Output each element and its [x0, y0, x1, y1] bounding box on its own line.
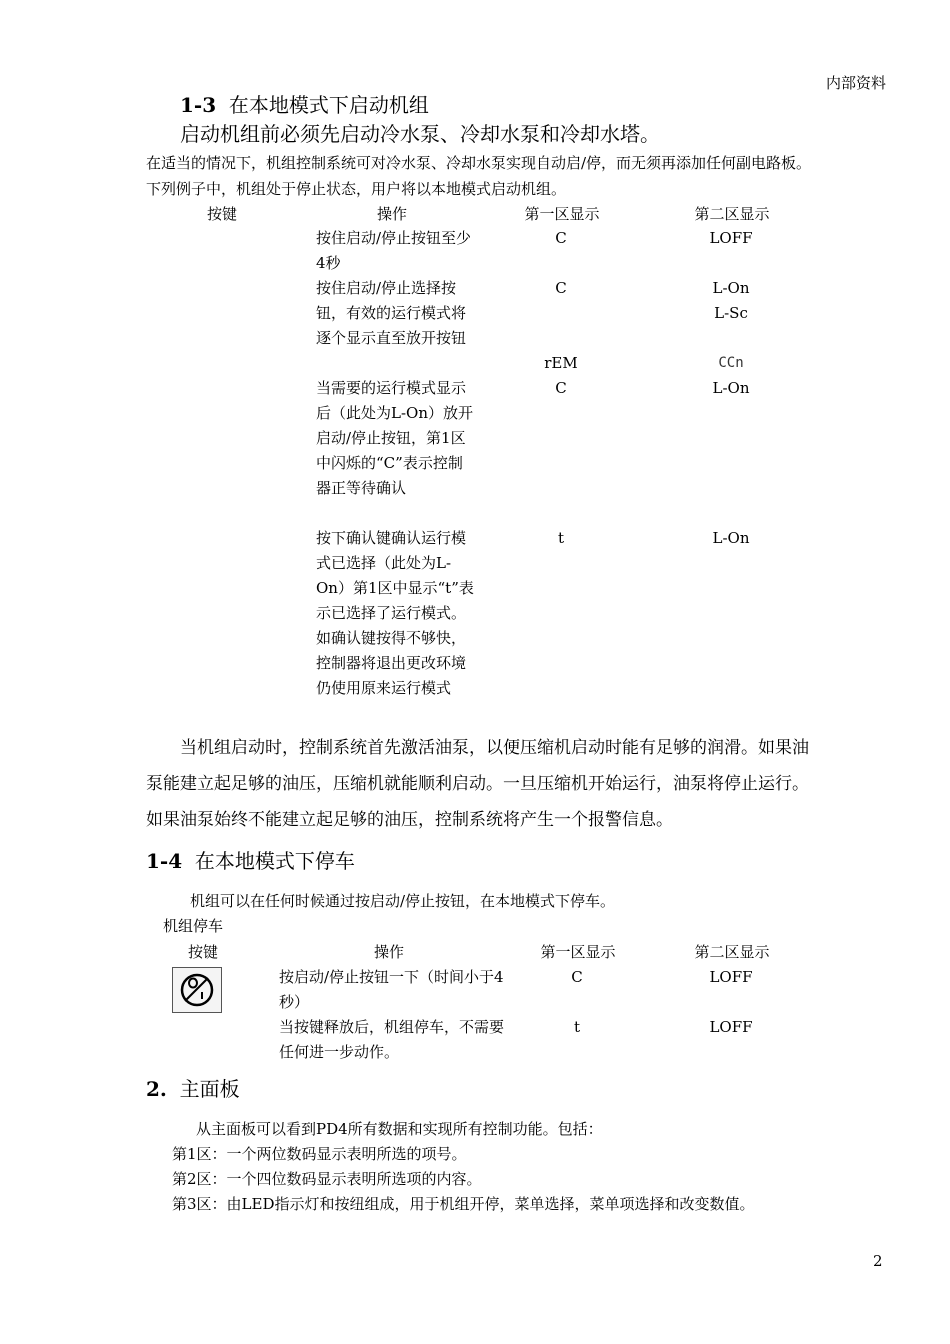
- table1-row2-zone1: C: [555, 279, 567, 297]
- table1-row4-operation: 按下确认键确认运行模式已选择（此处为L-On）第1区中显示“t”表示已选择了运行模式。如确认键按得不够快，控制器将退出更改环境仍使用原来运行模式: [316, 529, 474, 697]
- table1-row3-zone1: C: [555, 379, 567, 397]
- section-number: 2: [146, 1077, 160, 1101]
- table2-row2-operation: 当按键释放后，机组停车，不需要任何进一步动作。: [279, 1018, 505, 1061]
- page-number: 2: [873, 1252, 883, 1270]
- start-stop-key-icon: [172, 967, 222, 1013]
- table1-row2-zone2-alt: L-Sc: [714, 304, 748, 322]
- section-1-3-heading: [180, 89, 429, 118]
- table2-header-operation: 操作: [373, 943, 405, 961]
- table1-row3-operation: 当需要的运行模式显示后（此处为L-On）放开启动/停止按钮，第1区中闪烁的“C”表示控制器正等待确认: [316, 379, 473, 497]
- zone-item-3: 第3区：由LED指示灯和按纽组成，用于机组开停，菜单选择，菜单项选择和改变数值。: [172, 1195, 755, 1213]
- paragraph-line-1: 当机组启动时，控制系统首先激活油泵，以便压缩机启动时能有足够的润滑。如果油: [180, 738, 809, 758]
- table2-header-zone2: 第二区显示: [694, 943, 770, 961]
- table1-header-operation: 操作: [376, 205, 408, 223]
- table1-row2-zone2-alt2: CCn: [718, 355, 744, 371]
- table1-row4-zone1: t: [557, 529, 565, 547]
- table1-header-zone1: 第一区显示: [524, 205, 600, 223]
- shutdown-label: 机组停车: [163, 917, 224, 935]
- zone-item-1: 第1区：一个两位数码显示表明所选的项号。: [172, 1145, 467, 1163]
- table1-row2-zone1-alt: rEM: [544, 354, 578, 372]
- section-2-intro: 从主面板可以看到PD4所有数据和实现所有控制功能。包括：: [196, 1120, 603, 1138]
- table1-header-zone2: 第二区显示: [694, 205, 770, 223]
- section-1-4-intro: 机组可以在任何时候通过按启动/停止按钮，在本地模式下停车。: [190, 892, 616, 910]
- table1-row3-zone2: L-On: [712, 379, 750, 397]
- table2-row1-operation: 按启动/停止按钮一下（时间小于4秒）: [279, 968, 504, 1011]
- table1-row1-zone1: C: [555, 229, 567, 247]
- section-number: 1-4: [146, 849, 183, 873]
- table1-row1-operation: 按住启动/停止按钮至少4秒: [316, 229, 472, 272]
- intro-line-2: 下列例子中，机组处于停止状态，用户将以本地模式启动机组。: [146, 180, 567, 198]
- section-title: 主面板: [179, 1077, 240, 1101]
- table2-row1-zone1: C: [571, 968, 583, 986]
- table2-header-key: 按键: [187, 943, 219, 961]
- table1-row2-operation: 按住启动/停止选择按钮，有效的运行模式将逐个显示直至放开按钮: [316, 279, 467, 347]
- section-title: 在本地模式下启动机组: [228, 93, 429, 117]
- zone-item-2: 第2区：一个四位数码显示表明所选项的内容。: [172, 1170, 482, 1188]
- section-1-4-heading: [146, 845, 355, 874]
- section-subtitle: 启动机组前必须先启动冷水泵、冷却水泵和冷却水塔。: [180, 122, 660, 146]
- table1-header-key: 按键: [206, 205, 238, 223]
- table2-row1-zone2: LOFF: [709, 968, 753, 986]
- table2-row2-zone2: LOFF: [709, 1018, 753, 1036]
- table1-row2-zone2: L-On: [712, 279, 750, 297]
- table2-header-zone1: 第一区显示: [540, 943, 616, 961]
- table2-row2-zone1: t: [573, 1018, 581, 1036]
- section-number: 1-3: [180, 93, 217, 117]
- table1-row4-zone2: L-On: [712, 529, 750, 547]
- intro-line-1: 在适当的情况下，机组控制系统可对冷水泵、冷却水泵实现自动启/停，而无须再添加任何副电路板。: [146, 154, 812, 172]
- section-title: 在本地模式下停车: [194, 849, 355, 873]
- header-label: 内部资料: [826, 74, 887, 92]
- section-2-heading: 2. 主面板: [146, 1077, 240, 1101]
- paragraph-line-2: 泵能建立起足够的油压，压缩机就能顺利启动。一旦压缩机开始运行，油泵将停止运行。: [146, 774, 809, 794]
- paragraph-line-3: 如果油泵始终不能建立起足够的油压，控制系统将产生一个报警信息。: [146, 810, 673, 830]
- table1-row1-zone2: LOFF: [709, 229, 753, 247]
